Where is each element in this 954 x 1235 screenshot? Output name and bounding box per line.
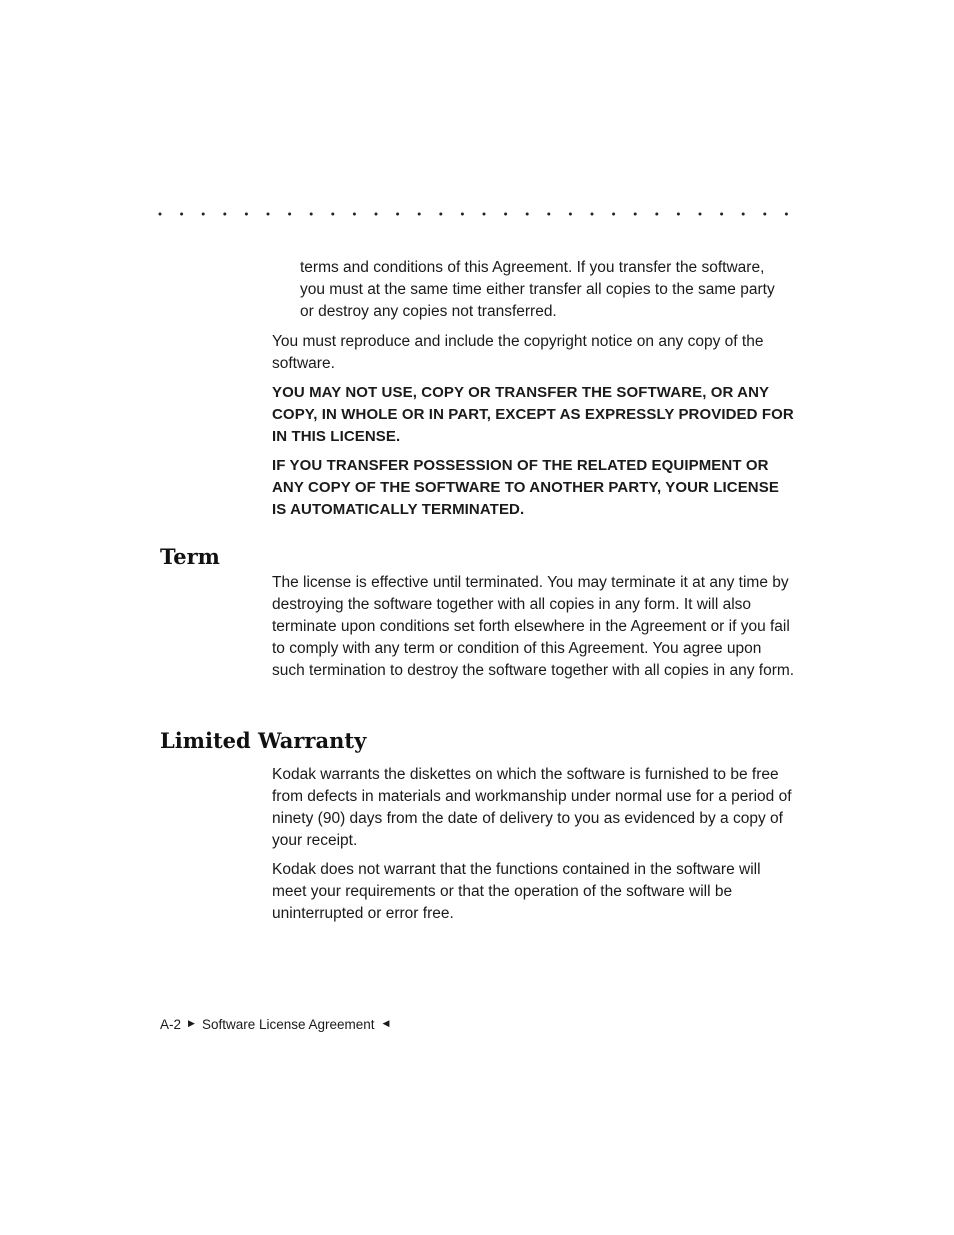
rule-dot	[720, 213, 723, 216]
left-triangle-icon: ◀	[382, 1018, 390, 1028]
section-heading-term: Term	[160, 544, 220, 569]
rule-dot	[353, 213, 356, 216]
rule-dot	[655, 213, 658, 216]
rule-dot	[331, 213, 334, 216]
rule-dot	[742, 213, 745, 216]
rule-dot	[677, 213, 680, 216]
rule-dot	[288, 213, 291, 216]
rule-dot	[180, 213, 183, 216]
rule-dot	[310, 213, 313, 216]
rule-dot	[418, 213, 421, 216]
page-footer	[160, 1017, 396, 1032]
rule-dot	[461, 213, 464, 216]
footer-section-title: Software License Agreement	[201, 1017, 375, 1032]
rule-dot	[504, 213, 507, 216]
section-heading-limited-warranty: Limited Warranty	[160, 728, 367, 753]
rule-dot	[591, 213, 594, 216]
rule-dot	[396, 213, 399, 216]
rule-dot	[526, 213, 529, 216]
rule-dot	[375, 213, 378, 216]
rule-dot	[483, 213, 486, 216]
page-number: A-2	[160, 1017, 182, 1032]
paragraph-copyright-notice: You must reproduce and include the copyright notice on any copy of the software.	[272, 333, 764, 372]
rule-dot	[699, 213, 702, 216]
rule-dot	[785, 213, 788, 216]
paragraph-termination-warning: IF YOU TRANSFER POSSESSION OF THE RELATED EQUIPMENT OR ANY COPY OF THE SOFTWARE TO ANOTHER PARTY, YOUR LICENSE IS AUTOMATICALLY TERMINATED.	[272, 457, 779, 518]
rule-dot	[202, 213, 205, 216]
rule-dot	[612, 213, 615, 216]
rule-dot	[547, 213, 550, 216]
rule-dot	[569, 213, 572, 216]
rule-dot	[159, 213, 162, 216]
dotted-rule	[158, 205, 788, 221]
right-triangle-icon: ▶	[188, 1018, 195, 1028]
rule-dot	[439, 213, 442, 216]
paragraph-term-body: The license is effective until terminated. You may terminate it at any time by destroying the software together with all copies in any form. It will also terminate upon conditions set forth elsewhere in the Agreement or if you fail to comply with any term or condition of this Agreement. You agree upon such termination to destroy the software together with all copies in any form.	[272, 574, 795, 679]
paragraph-no-use-warning: YOU MAY NOT USE, COPY OR TRANSFER THE SOFTWARE, OR ANY COPY, IN WHOLE OR IN PART, EXCEPT AS EXPRESSLY PROVIDED FOR IN THIS LICENSE.	[272, 384, 794, 445]
rule-dot	[763, 213, 766, 216]
paragraph-transfer-continued: terms and conditions of this Agreement. If you transfer the software, you must at the same time either transfer all copies to the same party or destroy any copies not transferred.	[300, 259, 775, 320]
rule-dot	[245, 213, 248, 216]
paragraph-warranty-body-2: Kodak does not warrant that the functions contained in the software will meet your requirements or that the operation of the software will be uninterrupted or error free.	[272, 861, 761, 922]
paragraph-warranty-body-1: Kodak warrants the diskettes on which the software is furnished to be free from defects in materials and workmanship under normal use for a period of ninety (90) days from the date of delivery to you as evidenced by a copy of your receipt.	[272, 766, 792, 849]
rule-dot	[223, 213, 226, 216]
rule-dot	[267, 213, 270, 216]
rule-dot	[634, 213, 637, 216]
